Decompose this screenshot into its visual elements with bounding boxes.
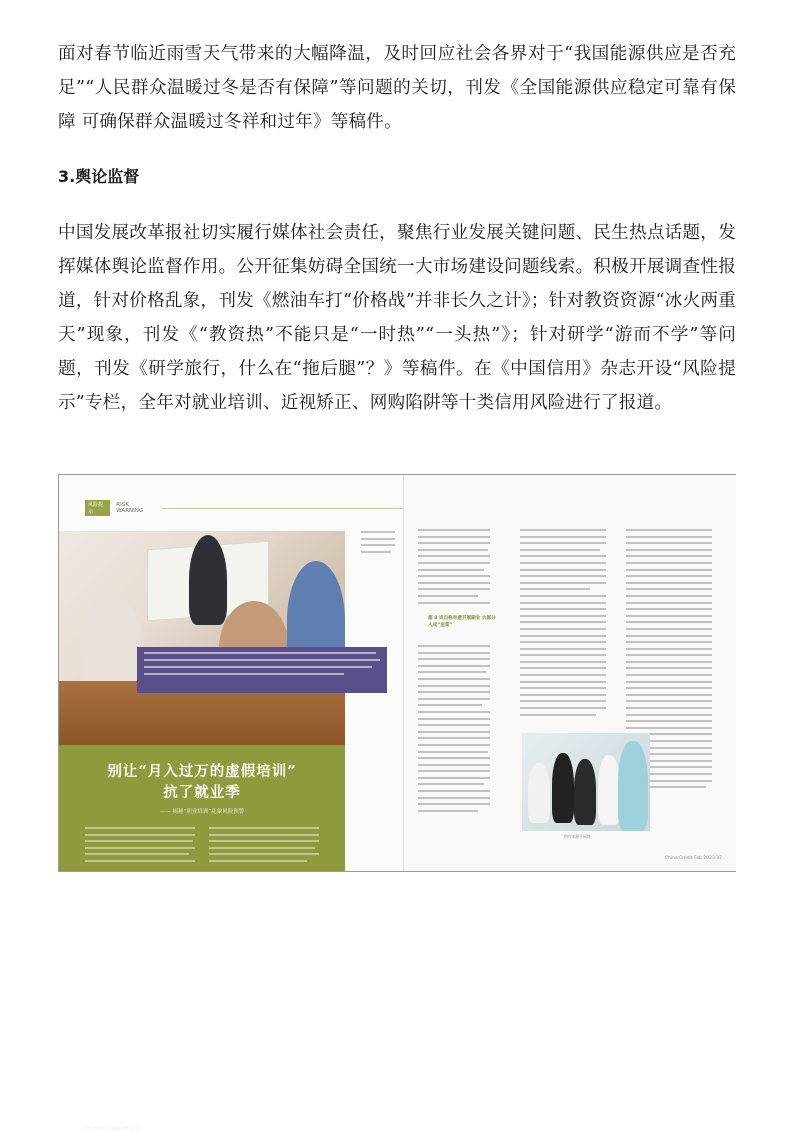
section-tag-en: RISK WARNING (116, 502, 144, 514)
photo-caption-box (137, 647, 387, 693)
section-heading-public-opinion-supervision: 3.舆论监督 (58, 167, 140, 186)
classroom-photo (59, 531, 345, 745)
person-silhouette (81, 595, 143, 695)
body-text-column (361, 531, 395, 553)
body-text-column (85, 827, 195, 862)
left-page-footer: 36 中国信用 2023 年 2 月 (85, 1127, 140, 1132)
article-title-block (59, 745, 345, 1132)
running-head (85, 503, 403, 513)
person-silhouette (189, 535, 227, 625)
right-page-footer: China Credit Feb 2023 37 (664, 856, 722, 861)
paragraph-public-opinion-supervision: 中国发展改革报社切实履行媒体社会责任，聚焦行业发展关键问题、民生热点话题，发挥媒体舆论监督作用。公开征集妨碍全国统一大市场建设问题线索。积极开展调查性报道，针对价格乱象，刊发《燃油车打“价格战”并非长久之计》；针对教资资源“冰火两重天”现象，刊发《“教资热”不能只是“一时热”“一头热”》；针对研学“游而不学”等问题，刊发《研学旅行，什么在“拖后腿”？》等稿件。在《中国信用》杂志开设“风险提示”专栏，全年对就业培训、近视矫正、网购陷阱等十类信用风险进行了报道。 (58, 223, 736, 413)
magazine-spread-image (58, 474, 736, 1132)
header-rule (162, 508, 403, 509)
person-silhouette (598, 755, 620, 825)
magazine-left-page (59, 475, 403, 1132)
caption-text-lines (144, 652, 380, 675)
article-subtitle: —— 揭秘“职业培训”乱象风险预警 (159, 809, 245, 815)
person-silhouette (552, 753, 574, 823)
body-text-column (418, 529, 490, 604)
paragraph-energy-supply: 面对春节临近雨雪天气带来的大幅降温，及时回应社会各界对于“我国能源供应是否充足”“人民群众温暖过冬是否有保障”等问题的关切，刊发《全国能源供应稳定可靠有保障 可确保群众温暖过冬祥和过年》等稿件。 (58, 44, 736, 132)
person-silhouette (528, 763, 550, 823)
body-text-column (418, 645, 490, 812)
section-tag: 风险提示 (85, 500, 110, 516)
article-subhead: 超 8 成自称有意开展副业 大部分人成“韭菜” (428, 616, 496, 628)
article-title-line-2: 抗了就业季 (163, 784, 241, 801)
person-silhouette (618, 741, 648, 831)
training-session-photo (522, 733, 650, 831)
body-text-column (209, 827, 319, 862)
article-title (59, 761, 345, 803)
person-silhouette (574, 759, 596, 825)
photo-caption: 图片来源于网络 (564, 834, 591, 839)
magazine-right-page (403, 475, 736, 871)
article-title-line-1: 别让“月入过万的虚假培训” (107, 763, 297, 780)
body-text-column (520, 529, 606, 716)
